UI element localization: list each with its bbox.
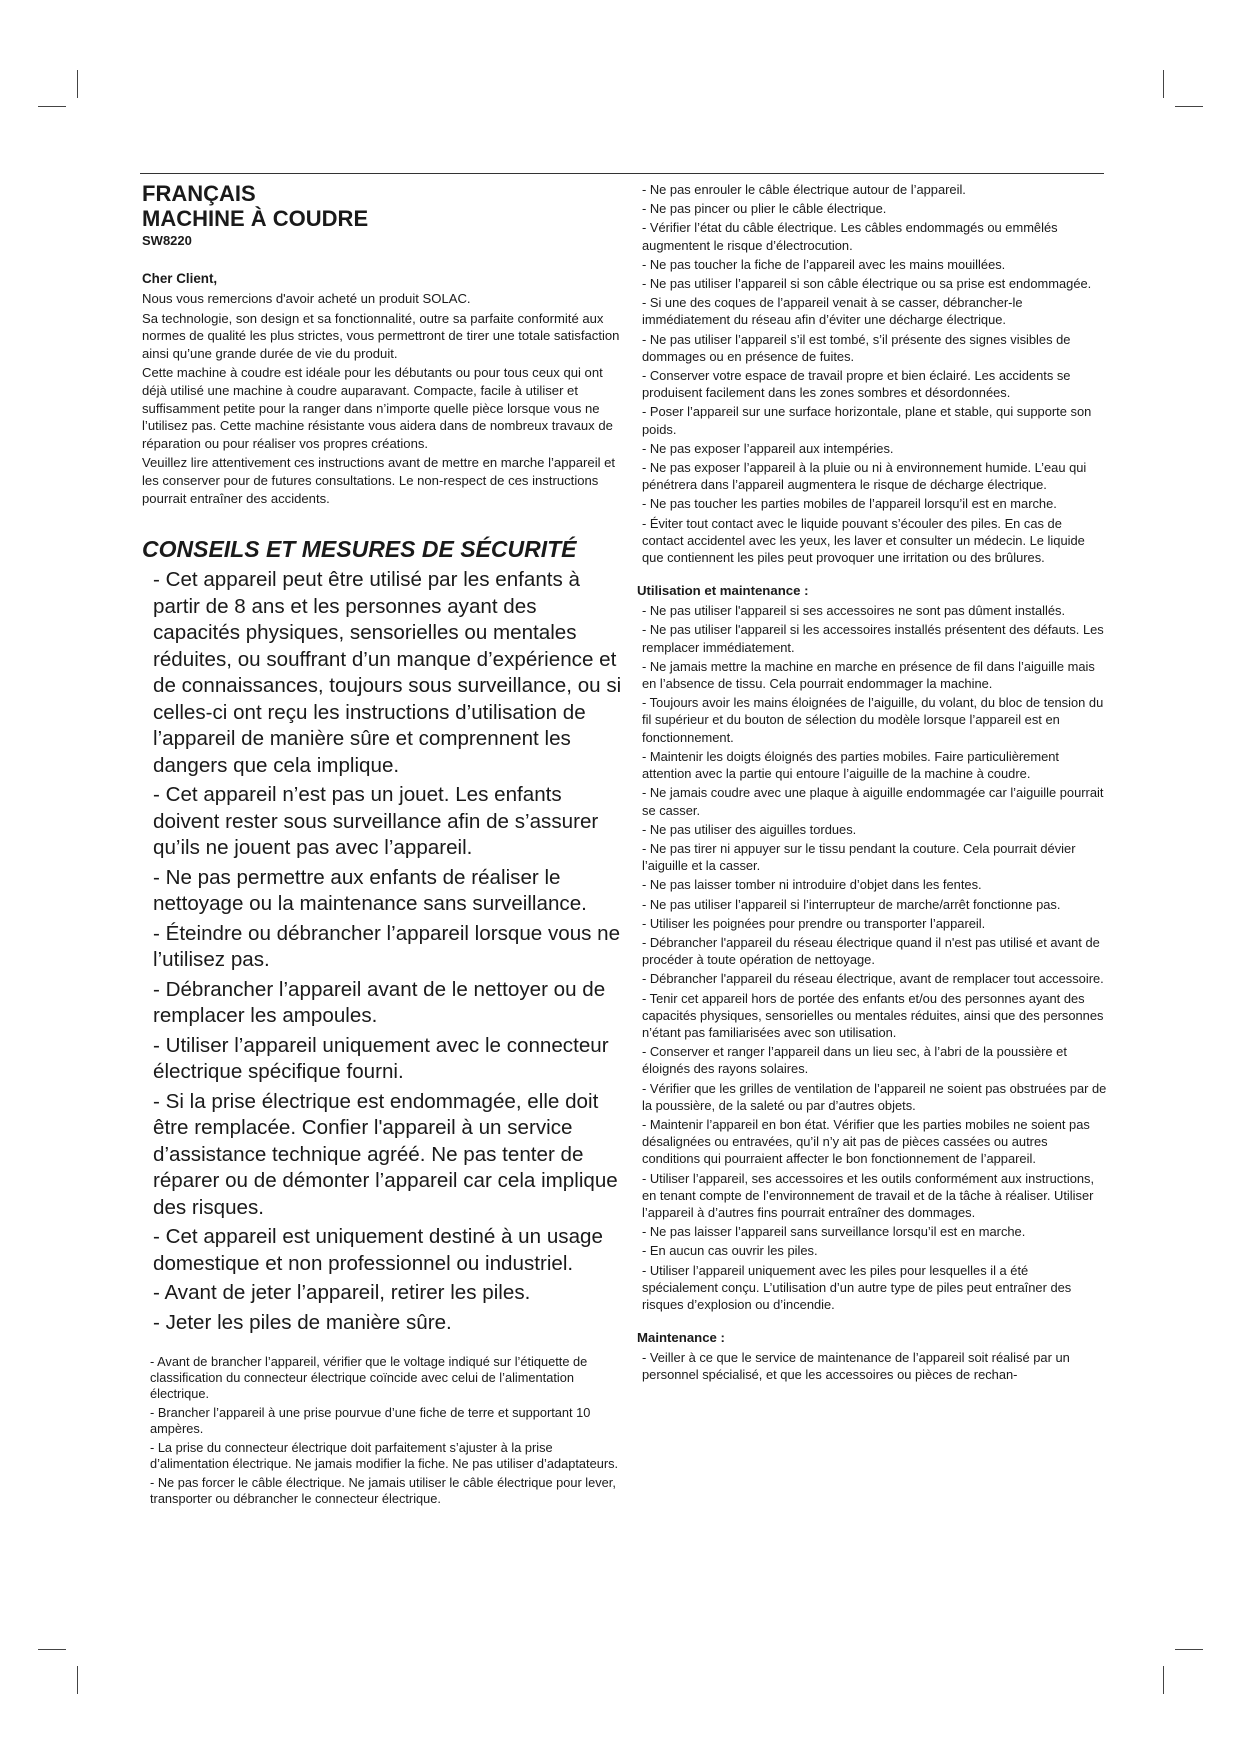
safety-item: - Éviter tout contact avec le liquide pouvant s’écouler des piles. En cas de contact accidentel avec les yeux, les laver et consulter un médecin. Le liquide que contiennent les piles peut provoquer une irritation ou des brûlures. <box>642 515 1085 566</box>
safety-item: - Cet appareil n’est pas un jouet. Les enfants doivent rester sous surveillance afin de s’assurer qu’ils ne jouent pas avec l’appareil. <box>153 783 599 860</box>
usage-item: - Ne pas utiliser l'appareil si les accessoires installés présentent des défauts. Les remplacer immédiatement. <box>642 622 1104 655</box>
usage-item: - Tenir cet appareil hors de portée des enfants et/ou des personnes ayant des capacités physiques, sensorielles ou mentales réduites, ainsi que des personnes n’étant pas familiarisées avec son utilisation. <box>642 990 1104 1040</box>
safety-item: - Ne pas exposer l’appareil à la pluie ou ni à environnement humide. L’eau qui pénétrera dans l’appareil augmentera le risque de décharge électrique. <box>642 460 1087 493</box>
intro-paragraph: Nous vous remercions d'avoir acheté un produit SOLAC. <box>142 291 471 306</box>
usage-item: - Ne jamais mettre la machine en marche en présence de fil dans l’aiguille mais en l’absence de tissu. Cela pourrait endommager la machine. <box>642 658 1095 692</box>
model-number: SW8220 <box>142 233 192 248</box>
safety-minor-item: - Ne pas forcer le câble électrique. Ne jamais utiliser le câble électrique pour lever, transporter ou débrancher le connecteur électrique. <box>150 1475 616 1507</box>
maintenance-list <box>637 1349 1107 1383</box>
safety-item: - Ne pas utiliser l’appareil s’il est tombé, s’il présente des signes visibles de dommages ou en présence de fuites. <box>642 331 1071 364</box>
usage-item: - Utiliser les poignées pour prendre ou transporter l’appareil. <box>642 915 986 931</box>
safety-continued-list <box>637 181 1107 566</box>
header-rule <box>140 173 1104 174</box>
usage-item: - Maintenir l’appareil en bon état. Vérifier que les parties mobiles ne soient pas désalignées ou entravées, qu’il n’y ait pas de pièces cassées ou autres conditions qui pourraient affecter le bon fonctionnement de l’appareil. <box>642 1116 1090 1167</box>
safety-item: - Cet appareil peut être utilisé par les enfants à partir de 8 ans et les personnes ayant des capacités physiques, sensorielles ou mentales réduites, ou souffrant d’un manque d’expérience et de connaissances, toujours sous surveillance, ou si celles-ci ont reçu les instructions d’utilisation de l’appareil de manière sûre et comprennent les dangers que cela implique. <box>153 568 622 777</box>
safety-major-list <box>142 567 626 1336</box>
safety-item: - Ne pas utiliser l’appareil si son câble électrique ou sa prise est endommagée. <box>642 276 1092 292</box>
safety-item: - Débrancher l’appareil avant de le nettoyer ou de remplacer les ampoules. <box>153 977 606 1028</box>
crop-mark-top-left-v <box>77 70 78 98</box>
crop-mark-top-right-h <box>1175 106 1203 107</box>
usage-item: - Débrancher l'appareil du réseau électrique quand il n'est pas utilisé et avant de procéder à toute opération de nettoyage. <box>642 934 1100 968</box>
usage-item: - Ne pas laisser tomber ni introduire d’objet dans les fentes. <box>642 877 982 893</box>
right-column <box>637 181 1107 1386</box>
crop-mark-bottom-right-v <box>1163 1666 1164 1694</box>
usage-item: - Débrancher l'appareil du réseau électrique, avant de remplacer tout accessoire. <box>642 971 1104 987</box>
greeting: Cher Client, <box>142 271 218 286</box>
safety-item: - Si la prise électrique est endommagée, elle doit être remplacée. Confier l'appareil à un service d’assistance technique agréé. Ne pas tenter de réparer ou de démonter l’appareil car cela implique des risques. <box>153 1089 618 1219</box>
safety-item: - Ne pas enrouler le câble électrique autour de l’appareil. <box>642 182 966 197</box>
safety-item: - Si une des coques de l’appareil venait à se casser, débrancher-le immédiatement du réseau afin d’éviter une décharge électrique. <box>642 295 1023 328</box>
safety-item: - Poser l’appareil sur une surface horizontale, plane et stable, qui supporte son poids. <box>642 404 1092 437</box>
intro-paragraph: Sa technologie, son design et sa fonctionnalité, outre sa parfaite conformité aux normes de qualité les plus strictes, vous permettront de tirer une totale satisfaction ainsi qu’une grande durée de vie du produit. <box>142 310 620 361</box>
crop-mark-bottom-left-h <box>38 1649 66 1650</box>
safety-minor-item: - Brancher l’appareil à une prise pourvue d’une fiche de terre et supportant 10 ampères. <box>150 1405 591 1437</box>
usage-item: - Ne pas utiliser l’appareil si l’interrupteur de marche/arrêt fonctionne pas. <box>642 896 1061 912</box>
usage-item: - Toujours avoir les mains éloignées de l’aiguille, du volant, du bloc de tension du fil supérieur et du bouton de sélection du modèle lorsque l’appareil est en fonctionnement. <box>642 695 1104 745</box>
usage-list <box>637 602 1107 1313</box>
crop-mark-top-left-h <box>38 106 66 107</box>
usage-item: - Vérifier que les grilles de ventilation de l’appareil ne soient pas obstruées par de la poussière, de la saleté ou par d’autres objets. <box>642 1080 1107 1113</box>
safety-item: - Cet appareil est uniquement destiné à un usage domestique et non professionnel ou industriel. <box>153 1225 603 1275</box>
safety-item: - Jeter les piles de manière sûre. <box>153 1310 452 1334</box>
safety-minor-list <box>142 1354 626 1507</box>
safety-item: - Éteindre ou débrancher l’appareil lorsque vous ne l’utilisez pas. <box>153 921 621 972</box>
usage-item: - Ne pas utiliser l'appareil si ses accessoires ne sont pas dûment installés. <box>642 603 1066 619</box>
safety-minor-item: - Avant de brancher l’appareil, vérifier que le voltage indiqué sur l’étiquette de classification du connecteur électrique coïncide avec celui de l’alimentation électrique. <box>150 1354 588 1402</box>
product-heading: MACHINE À COUDRE <box>142 206 369 231</box>
safety-item: - Ne pas exposer l’appareil aux intempéries. <box>642 440 894 456</box>
safety-item: - Ne pas toucher la fiche de l’appareil avec les mains mouillées. <box>642 256 1006 272</box>
language-heading: FRANÇAIS <box>142 181 256 206</box>
safety-item: - Avant de jeter l’appareil, retirer les piles. <box>153 1281 531 1305</box>
safety-item: - Vérifier l’état du câble électrique. Les câbles endommagés ou emmêlés augmentent le risque d’électrocution. <box>642 220 1058 253</box>
intro-paragraph: Cette machine à coudre est idéale pour les débutants ou pour tous ceux qui ont déjà utilisé une machine à coudre auparavant. Compacte, facile à utiliser et suffisamment petite pour la ranger dans n’importe quelle pièce lorsque vous ne l’utilisez pas. Cette machine résistante vous aidera dans de nombreux travaux de réparation ou pour réaliser vos propres créations. <box>142 365 613 451</box>
crop-mark-bottom-left-v <box>77 1666 78 1694</box>
usage-item: - En aucun cas ouvrir les piles. <box>642 1243 818 1259</box>
maintenance-item: - Veiller à ce que le service de maintenance de l’appareil soit réalisé par un personnel spécialisé, et que les accessoires ou pièces de rechan- <box>642 1350 1070 1383</box>
usage-item: - Maintenir les doigts éloignés des parties mobiles. Faire particulièrement attention avec la partie qui entoure l’aiguille de la machine à coudre. <box>642 748 1059 782</box>
intro-paragraph: Veuillez lire attentivement ces instructions avant de mettre en marche l’appareil et les conserver pour de futures consultations. Le non-respect de ces instructions pourrait entraîner des accidents. <box>142 455 616 506</box>
usage-item: - Utiliser l’appareil, ses accessoires et les outils conformément aux instructions, en tenant compte de l’environnement de travail et de la tâche à réaliser. Utiliser l’appareil à d’autres fins pourrait entraîner des dommages. <box>642 1170 1095 1220</box>
safety-section-title: CONSEILS ET MESURES DE SÉCURITÉ <box>142 536 577 563</box>
safety-minor-item: - La prise du connecteur électrique doit parfaitement s’ajuster à la prise d’alimentation électrique. Ne jamais modifier la fiche. Ne pas utiliser d’adaptateurs. <box>150 1440 619 1472</box>
usage-item: - Ne pas utiliser des aiguilles tordues. <box>642 821 857 837</box>
crop-mark-top-right-v <box>1163 70 1164 98</box>
safety-item: - Ne pas pincer ou plier le câble électrique. <box>642 201 887 217</box>
usage-item: - Ne pas laisser l’appareil sans surveillance lorsqu’il est en marche. <box>642 1224 1026 1240</box>
usage-section-title: Utilisation et maintenance : <box>637 583 809 599</box>
safety-item: - Ne pas permettre aux enfants de réaliser le nettoyage ou la maintenance sans surveillance. <box>153 865 587 916</box>
crop-mark-bottom-right-h <box>1175 1649 1203 1650</box>
safety-item: - Ne pas toucher les parties mobiles de l’appareil lorsqu’il est en marche. <box>642 496 1057 512</box>
usage-item: - Ne jamais coudre avec une plaque à aiguille endommagée car l’aiguille pourrait se casser. <box>642 785 1104 818</box>
safety-item: - Utiliser l’appareil uniquement avec le connecteur électrique spécifique fourni. <box>153 1033 609 1084</box>
usage-item: - Utiliser l’appareil uniquement avec les piles pour lesquelles il a été spécialement conçu. L’utilisation d’un autre type de piles peut entraîner des risques d’explosion ou d’incendie. <box>642 1262 1072 1312</box>
maintenance-section-title: Maintenance : <box>637 1330 725 1346</box>
usage-item: - Ne pas tirer ni appuyer sur le tissu pendant la couture. Cela pourrait dévier l’aiguille et la casser. <box>642 840 1076 874</box>
usage-item: - Conserver et ranger l’appareil dans un lieu sec, à l’abri de la poussière et éloignés des rayons solaires. <box>642 1044 1067 1077</box>
safety-item: - Conserver votre espace de travail propre et bien éclairé. Les accidents se produisent facilement dans les zones sombres et désordonnées. <box>642 368 1071 401</box>
left-column <box>142 181 626 1510</box>
